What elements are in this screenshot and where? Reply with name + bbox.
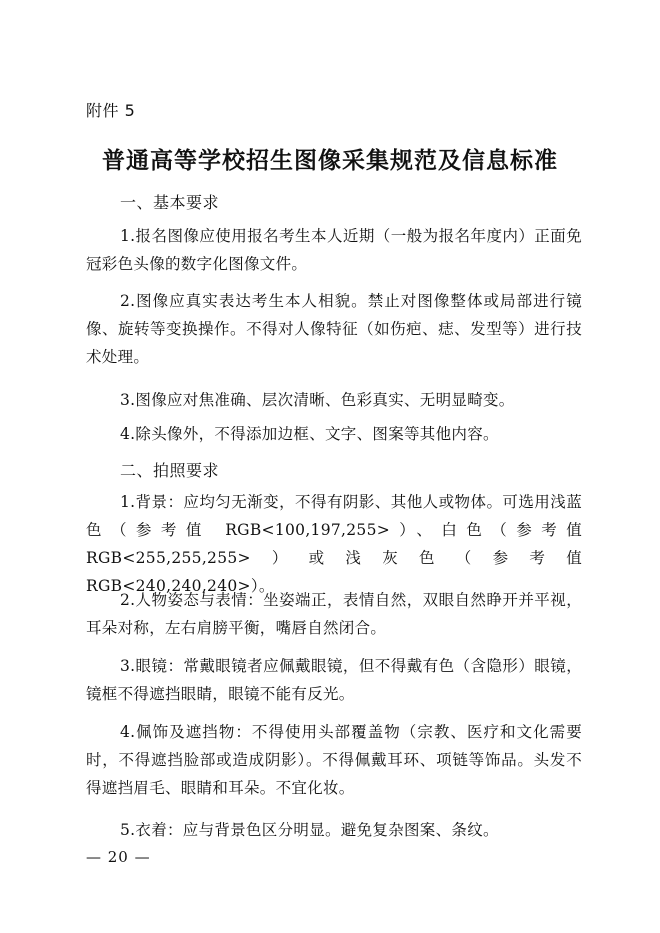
paragraph: 2.人物姿态与表情：坐姿端正，表情自然，双眼自然睁开并平视，耳朵对称，左右肩膀平衡，嘴唇自然闭合。 [86, 591, 582, 637]
paragraph: 4.除头像外，不得添加边框、文字、图案等其他内容。 [120, 425, 499, 443]
paragraph: 1.背景：应均匀无渐变，不得有阴影、其他人或物体。可选用浅蓝色（参考值 RGB<100,197,255>）、白色（参考值 RGB<255,255,255>）或浅灰色（参考值 RGB<240,240,240>）。 [86, 493, 582, 595]
paragraph: 3.图像应对焦准确、层次清晰、色彩真实、无明显畸变。 [120, 391, 515, 409]
paragraph: 2.图像应真实表达考生本人相貌。禁止对图像整体或局部进行镜像、旋转等变换操作。不得对人像特征（如伤疤、痣、发型等）进行技术处理。 [86, 292, 582, 366]
section-heading-basic-requirements: 一、基本要求 [120, 193, 220, 212]
paragraph: 1.报名图像应使用报名考生本人近期（一般为报名年度内）正面免冠彩色头像的数字化图像文件。 [86, 227, 582, 273]
paragraph: 3.眼镜：常戴眼镜者应佩戴眼镜，但不得戴有色（含隐形）眼镜，镜框不得遮挡眼睛，眼镜不能有反光。 [86, 657, 582, 703]
section-heading-photo-requirements: 二、拍照要求 [120, 461, 220, 480]
page-number: — 20 — [86, 848, 151, 866]
document-title: 普通高等学校招生图像采集规范及信息标准 [102, 148, 558, 174]
paragraph: 5.衣着：应与背景色区分明显。避免复杂图案、条纹。 [120, 821, 499, 839]
attachment-label: 附件 5 [86, 101, 136, 120]
paragraph: 4.佩饰及遮挡物：不得使用头部覆盖物（宗教、医疗和文化需要时，不得遮挡脸部或造成阴影）。不得佩戴耳环、项链等饰品。头发不得遮挡眉毛、眼睛和耳朵。不宜化妆。 [86, 723, 582, 797]
